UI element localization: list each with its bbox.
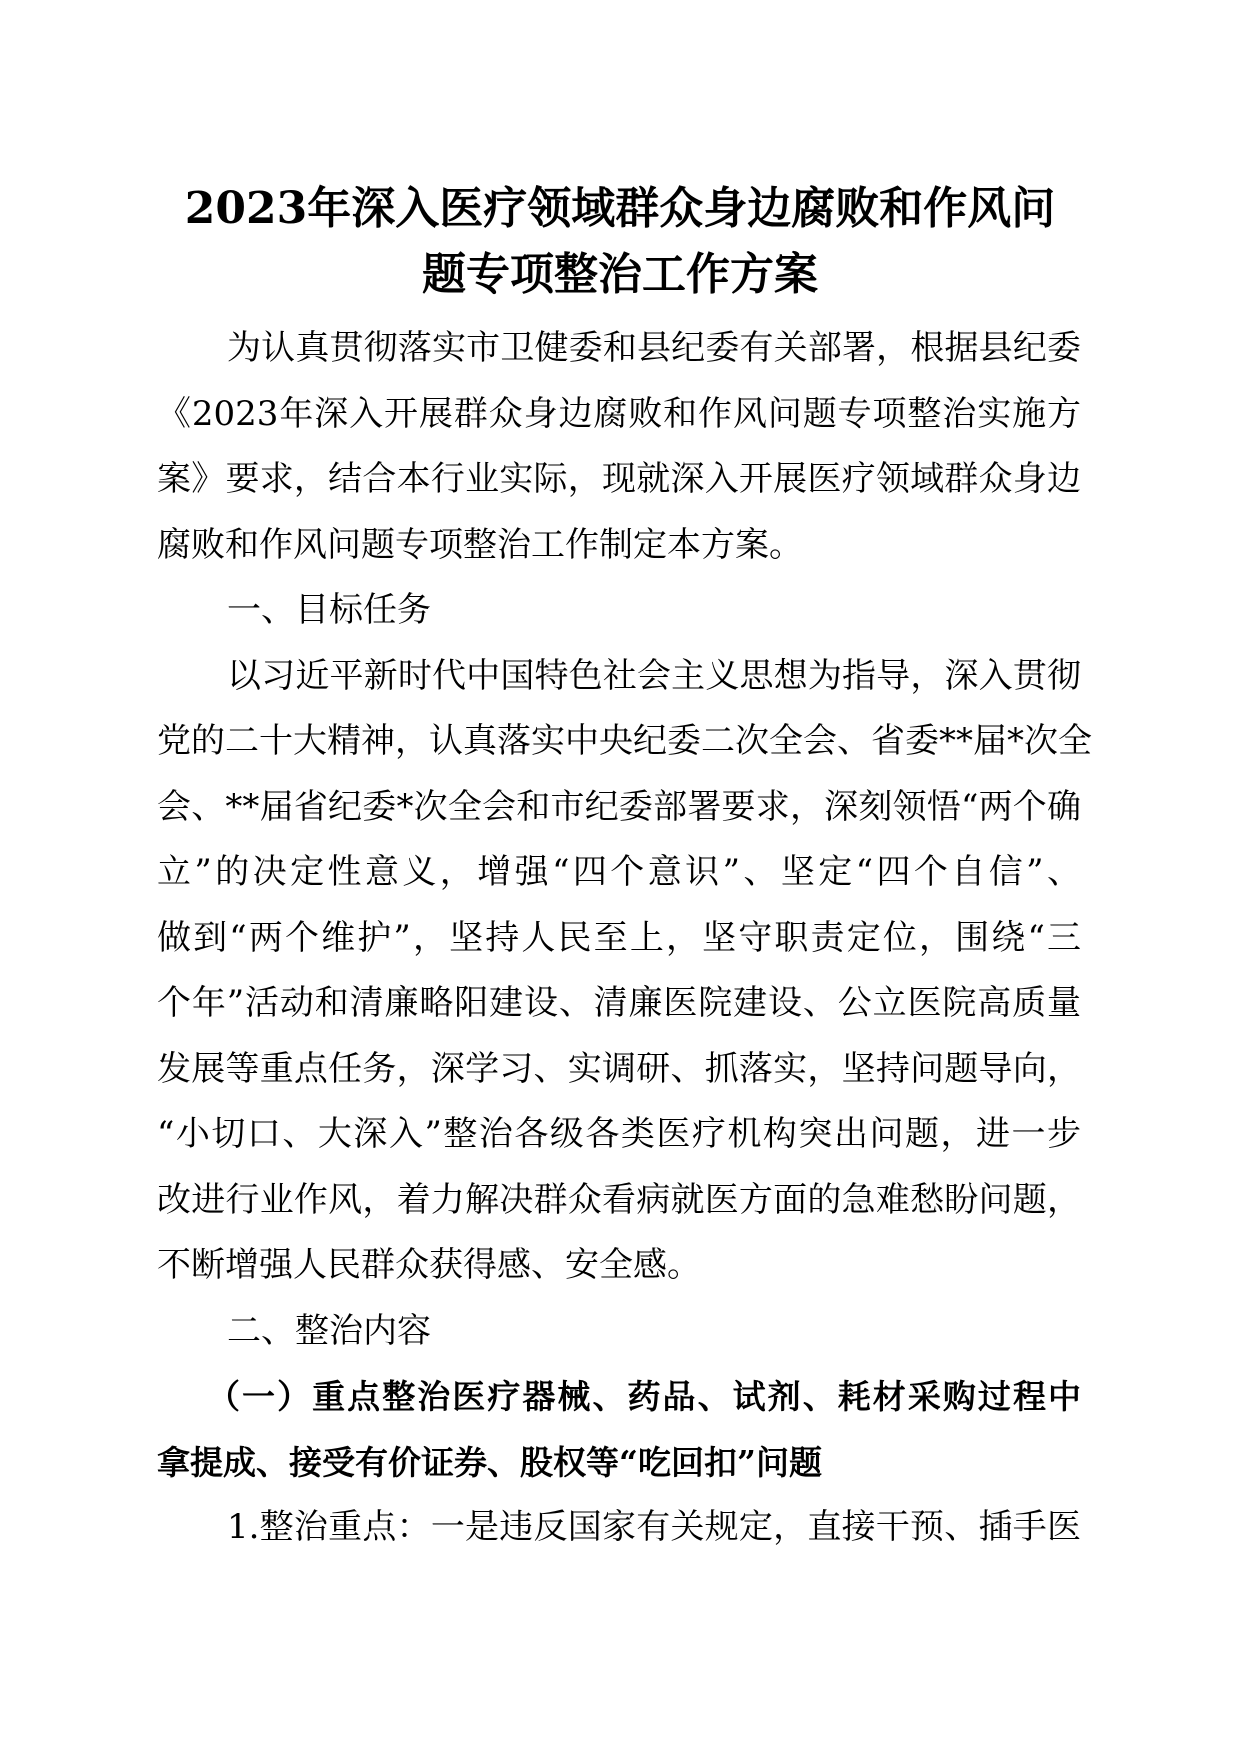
text-line: 拿提成、接受有价证券、股权等“吃回扣”问题 <box>157 1442 822 1482</box>
section-heading-1 <box>157 578 1081 644</box>
section-heading-2 <box>157 1299 1081 1365</box>
focus-paragraph <box>157 1495 1081 1561</box>
text-line: 1.整治重点：一是违反国家有关规定，直接干预、插手医 <box>227 1507 1081 1547</box>
text-line: 做到“两个维护”，坚持人民至上，坚守职责定位，围绕“三 <box>157 917 1081 958</box>
text-line: 《2023年深入开展群众身边腐败和作风问题专项整治实施方 <box>157 393 1081 434</box>
text-line: “小切口、大深入”整治各级各类医疗机构突出问题，进一步 <box>157 1114 1081 1154</box>
text-line: 不断增强人民群众获得感、安全感。 <box>157 1245 701 1285</box>
text-line: 立”的决定性意义，增强“四个意识”、坚定“四个自信”、 <box>157 852 1081 892</box>
text-line: 会、**届省纪委*次全会和市纪委部署要求，深刻领悟“两个确 <box>157 786 1081 827</box>
text-line: 以习近平新时代中国特色社会主义思想为指导，深入贯彻 <box>227 655 1081 696</box>
text-line: 党的二十大精神，认真落实中央纪委二次全会、省委**届*次全 <box>157 721 1092 761</box>
text-line: 改进行业作风，着力解决群众看病就医方面的急难愁盼问题， <box>157 1179 1081 1220</box>
text-line: 案》要求，结合本行业实际，现就深入开展医疗领域群众身边 <box>157 459 1081 499</box>
text-line: 个年”活动和清廉略阳建设、清廉医院建设、公立医院高质量 <box>157 983 1081 1023</box>
title-line-2: 题专项整治工作方案 <box>422 249 818 300</box>
text-line: 腐败和作风问题专项整治工作制定本方案。 <box>157 524 803 565</box>
title-line-1: 2023年深入医疗领域群众身边腐败和作风问 <box>184 183 1056 234</box>
intro-paragraph <box>157 316 1081 578</box>
text-line: （一）重点整治医疗器械、药品、试剂、耗材采购过程中 <box>207 1377 1081 1416</box>
subsection-heading-1 <box>157 1364 1081 1495</box>
text-line: 为认真贯彻落实市卫健委和县纪委有关部署，根据县纪委 <box>227 328 1081 368</box>
heading-text: 一、目标任务 <box>227 590 431 630</box>
heading-text: 二、整治内容 <box>227 1310 431 1351</box>
document-body <box>157 316 1092 1561</box>
text-line: 发展等重点任务，深学习、实调研、抓落实，坚持问题导向， <box>157 1048 1081 1089</box>
document-title <box>120 176 1120 308</box>
goal-paragraph <box>157 644 1092 1299</box>
